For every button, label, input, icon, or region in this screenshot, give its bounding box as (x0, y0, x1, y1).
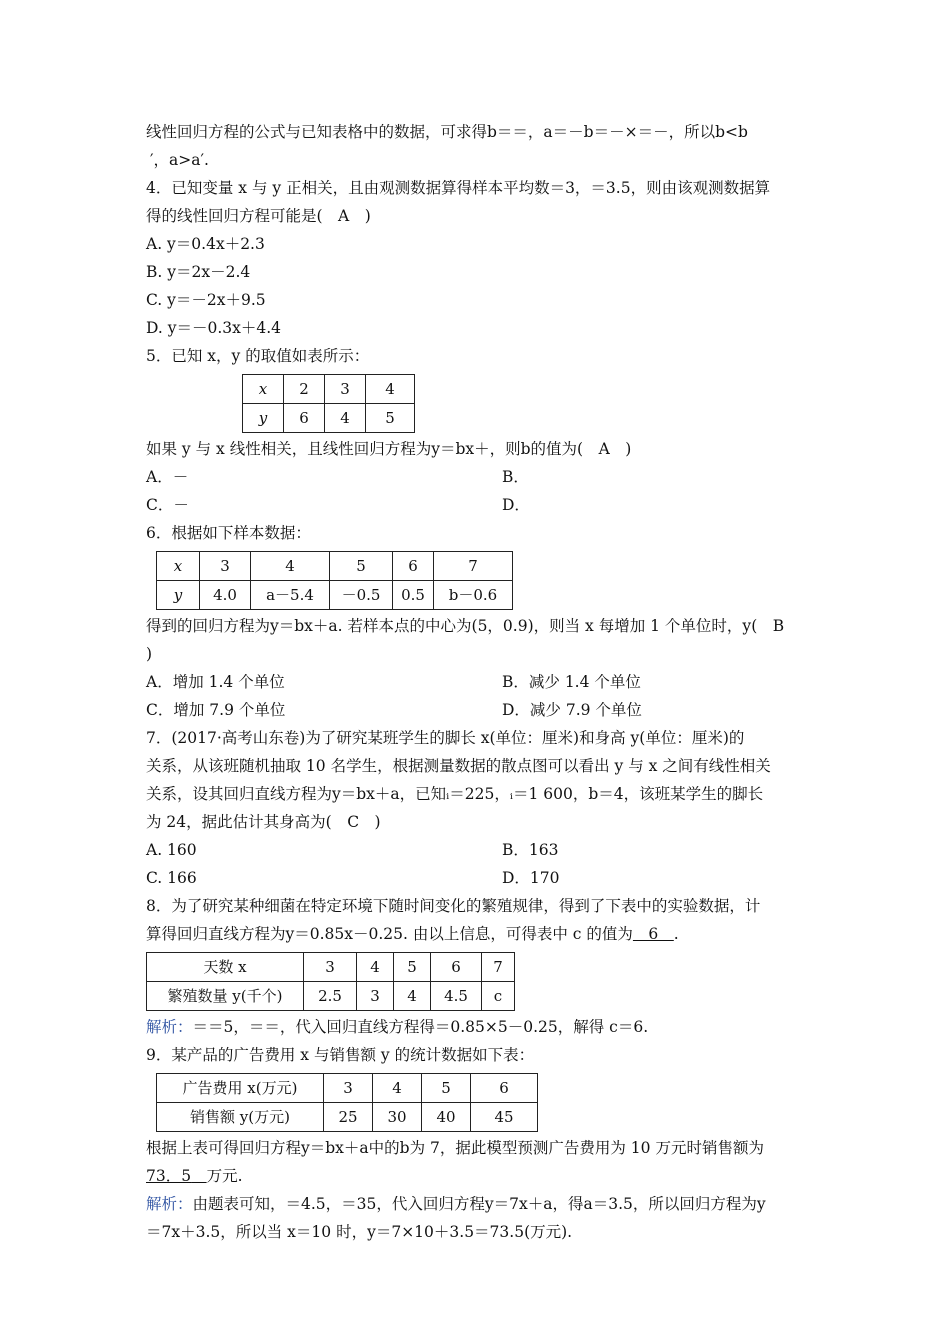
option-a: A．－ (146, 468, 189, 486)
table-cell: －0.5 (330, 581, 393, 610)
table-cell: 4.0 (200, 581, 251, 610)
question-9-text (146, 1162, 810, 1190)
answer-blank: 73．5 (146, 1167, 192, 1185)
table-cell: y (157, 581, 200, 610)
options-row (146, 463, 810, 491)
question-4-stem: 得的线性回归方程可能是( A ) (146, 207, 371, 225)
solution-label: 解析： (146, 1195, 193, 1213)
table-cell: 6 (284, 404, 325, 433)
table-cell: 7 (482, 953, 515, 982)
table-cell: 3 (357, 982, 394, 1011)
question-5-text: 如果 y 与 x 线性相关，且线性回归方程为y＝bx＋，则b的值为( A ) (146, 440, 632, 458)
table-row (157, 1074, 538, 1103)
question-9-stem: 9．某产品的广告费用 x 与销售额 y 的统计数据如下表： (146, 1046, 535, 1064)
option-b: B． (502, 468, 529, 486)
solution-label: 解析： (146, 1018, 193, 1036)
question-7-text: 关系，从该班随机抽取 10 名学生，根据测量数据的散点图可以看出 y 与 x 之间有线性相关 (146, 757, 771, 775)
table-row (243, 404, 415, 433)
table-cell: 4 (394, 982, 431, 1011)
table-row (157, 1103, 538, 1132)
table-cell: 25 (324, 1103, 373, 1132)
solution-text: 由题表可知，＝4.5，＝35，代入回归方程y＝7x＋a，得a＝3.5，所以回归方程为y (192, 1195, 766, 1213)
table-cell: 4 (373, 1074, 422, 1103)
table-cell: x (243, 375, 284, 404)
options-row (146, 491, 810, 519)
question-9-solution (146, 1190, 810, 1218)
table-cell: 6 (431, 953, 482, 982)
table-cell: a－5.4 (251, 581, 330, 610)
table-cell: 3 (304, 953, 357, 982)
table-cell: 0.5 (393, 581, 434, 610)
table-cell: c (482, 982, 515, 1011)
option-a: A. 160 (146, 841, 197, 859)
option-c: C．增加 7.9 个单位 (146, 701, 286, 719)
option-b: B．减少 1.4 个单位 (502, 673, 641, 691)
option-d: D．170 (502, 869, 560, 887)
table-row (157, 581, 513, 610)
table-cell: 6 (471, 1074, 538, 1103)
table-cell: 4 (366, 375, 415, 404)
option-d: D． (502, 496, 530, 514)
table-cell: 2.5 (304, 982, 357, 1011)
option-a: A．增加 1.4 个单位 (146, 673, 285, 691)
table-cell: 5 (366, 404, 415, 433)
option-d: D. y＝－0.3x＋4.4 (146, 319, 282, 337)
table-cell: 4 (325, 404, 366, 433)
option-a: A. y＝0.4x＋2.3 (146, 235, 265, 253)
question-8-text: 8．为了研究某种细菌在特定环境下随时间变化的繁殖规律，得到了下表中的实验数据，计 (146, 897, 761, 915)
table-cell: 45 (471, 1103, 538, 1132)
table-row (147, 953, 515, 982)
table-cell: 广告费用 x(万元) (157, 1074, 324, 1103)
question-5-stem: 5．已知 x，y 的取值如表所示： (146, 347, 370, 365)
question-6-stem: 6．根据如下样本数据： (146, 524, 311, 542)
text-line: ′，a>a′. (150, 151, 209, 169)
question-9-text: 根据上表可得回归方程y＝bx＋a中的b为 7，据此模型预测广告费用为 10 万元时销售额为 (146, 1139, 764, 1157)
text-line: 线性回归方程的公式与已知表格中的数据，可求得b＝＝，a＝－b＝－×＝－，所以b<b (146, 123, 748, 141)
table-cell: 5 (330, 552, 393, 581)
question-9-solution: ＝7x＋3.5，所以当 x＝10 时，y＝7×10＋3.5＝73.5(万元). (146, 1223, 573, 1241)
option-c: C. 166 (146, 869, 197, 887)
option-b: B. y＝2x－2.4 (146, 263, 251, 281)
question-8-text (146, 920, 810, 948)
question-9-table (156, 1073, 538, 1132)
question-7-text: 关系，设其回归直线方程为y＝bx＋a，已知ᵢ＝225，ᵢ＝1 600，b＝4，该班某学生的脚长 (146, 785, 764, 803)
table-cell: 6 (393, 552, 434, 581)
options-row (146, 696, 810, 724)
table-row (147, 982, 515, 1011)
table-cell: 3 (325, 375, 366, 404)
table-row (243, 375, 415, 404)
answer-blank: 6 (632, 925, 674, 943)
option-c: C．－ (146, 496, 189, 514)
question-5-table (242, 374, 415, 433)
document-page (146, 118, 810, 1246)
table-cell: 2 (284, 375, 325, 404)
table-cell: 3 (324, 1074, 373, 1103)
question-7-text: 7．(2017·高考山东卷)为了研究某班学生的脚长 x(单位：厘米)和身高 y(单位：厘米)的 (146, 729, 745, 747)
table-cell: 30 (373, 1103, 422, 1132)
question-9-text-part: 万元. (206, 1167, 243, 1185)
table-cell: 5 (394, 953, 431, 982)
question-7-text: 为 24，据此估计其身高为( C ) (146, 813, 381, 831)
options-row (146, 864, 810, 892)
table-cell: 4 (251, 552, 330, 581)
table-cell: 销售额 y(万元) (157, 1103, 324, 1132)
question-8-solution (146, 1013, 810, 1041)
table-cell: x (157, 552, 200, 581)
question-8-table (146, 952, 515, 1011)
question-6-table (156, 551, 513, 610)
option-b: B．163 (502, 841, 559, 859)
table-cell: 4.5 (431, 982, 482, 1011)
table-cell: 繁殖数量 y(千个) (147, 982, 304, 1011)
table-cell: b－0.6 (434, 581, 513, 610)
table-cell: 7 (434, 552, 513, 581)
table-cell: 5 (422, 1074, 471, 1103)
table-cell: y (243, 404, 284, 433)
question-6-text: 得到的回归方程为y＝bx＋a. 若样本点的中心为(5，0.9)，则当 x 每增加 1 个单位时，y( B (146, 617, 785, 635)
option-c: C. y＝－2x＋9.5 (146, 291, 266, 309)
table-cell: 4 (357, 953, 394, 982)
table-cell: 天数 x (147, 953, 304, 982)
question-6-text: ) (146, 645, 153, 663)
question-8-text-part: . (673, 925, 679, 943)
question-4-stem: 4．已知变量 x 与 y 正相关，且由观测数据算得样本平均数＝3，＝3.5，则由该观测数据算 (146, 179, 771, 197)
table-row (157, 552, 513, 581)
table-cell: 3 (200, 552, 251, 581)
option-d: D．减少 7.9 个单位 (502, 701, 642, 719)
options-row (146, 836, 810, 864)
question-8-text-part: 算得回归直线方程为y＝0.85x－0.25. 由以上信息，可得表中 c 的值为 (146, 925, 633, 943)
solution-text: ＝＝5，＝＝，代入回归直线方程得＝0.85×5－0.25，解得 c＝6. (192, 1018, 649, 1036)
table-cell: 40 (422, 1103, 471, 1132)
options-row (146, 668, 810, 696)
